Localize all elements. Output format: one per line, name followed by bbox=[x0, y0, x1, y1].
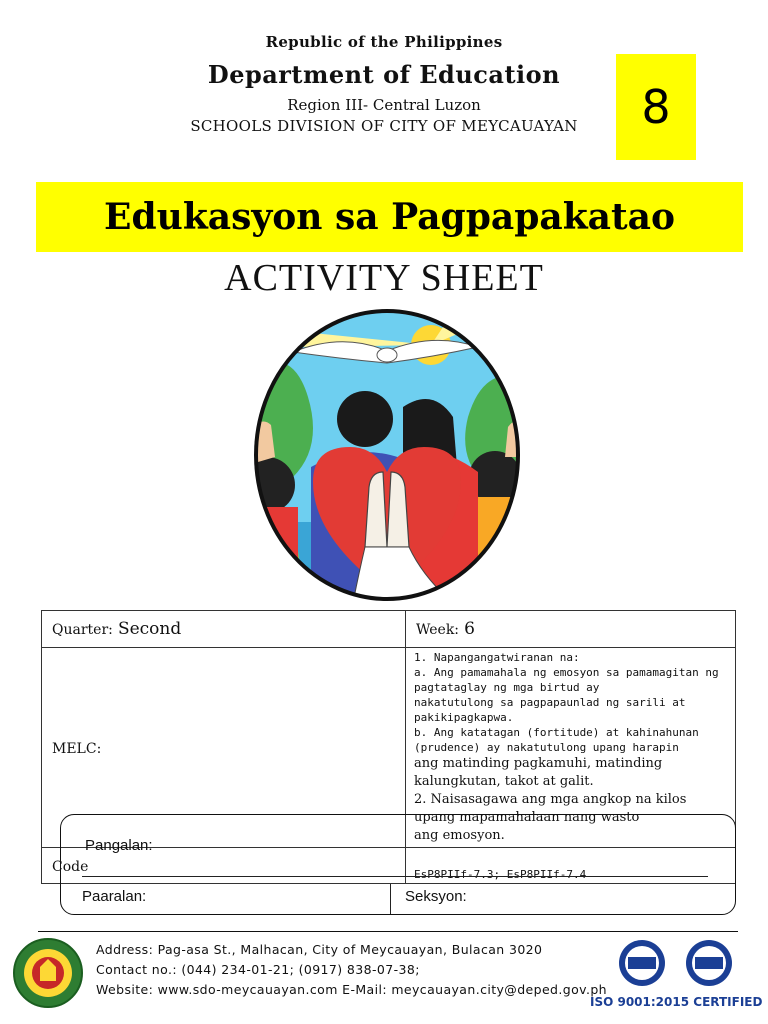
week-label: Week: bbox=[416, 622, 460, 638]
footer-divider bbox=[38, 931, 738, 932]
footer-contact: Contact no.: (044) 234-01-21; (0917) 838-07-38; bbox=[96, 962, 420, 977]
melc-line: a. Ang pamamahala ng emosyon sa pamamagitan ng pagtataglay ng mga birtud ay bbox=[414, 666, 719, 694]
region-text: Region III- Central Luzon bbox=[287, 96, 481, 114]
week-value: 6 bbox=[464, 619, 475, 639]
republic-heading: Republic of the Philippines bbox=[265, 33, 503, 51]
melc-line: b. Ang katatagan (fortitude) at kahinahunan (prudence) ay nakatutulong upang harapin bbox=[414, 726, 699, 754]
section-label: Seksyon: bbox=[405, 888, 467, 905]
quarter-label: Quarter: bbox=[52, 622, 113, 638]
quarter-cell bbox=[42, 611, 406, 648]
subject-title: Edukasyon sa Pagpapakatao bbox=[104, 196, 675, 238]
esp-logo-illustration bbox=[253, 307, 521, 603]
melc-line: ang emosyon. bbox=[414, 828, 505, 843]
footer-address: Address: Pag-asa St., Malhacan, City of Meycauayan, Bulacan 3020 bbox=[96, 942, 543, 957]
activity-sheet-title: ACTIVITY SHEET bbox=[224, 257, 544, 299]
code-label: Code bbox=[52, 859, 89, 875]
melc-label: MELC: bbox=[52, 741, 102, 757]
quarter-value: Second bbox=[117, 619, 182, 639]
subject-banner bbox=[36, 182, 743, 252]
melc-line: 1. Napangangatwiranan na: bbox=[414, 651, 580, 664]
school-label: Paaralan: bbox=[82, 888, 147, 905]
name-label: Pangalan: bbox=[85, 837, 153, 854]
student-info-box bbox=[60, 814, 736, 915]
melc-line: ang matinding pagkamuhi, matinding kalungkutan, takot at galit. bbox=[414, 756, 663, 789]
field-divider bbox=[390, 884, 391, 914]
tuv-certification-icon bbox=[614, 938, 670, 988]
name-line bbox=[82, 876, 708, 877]
iso-certified-label: ISO 9001:2015 CERTIFIED bbox=[590, 995, 763, 1009]
division-text: SCHOOLS DIVISION OF CITY OF MEYCAUAYAN bbox=[190, 117, 578, 135]
melc-line: 2. Naisasagawa ang mga angkop na kilos upang mapamahalaan nang wasto bbox=[414, 792, 687, 825]
department-heading: Department of Education bbox=[207, 60, 561, 89]
week-cell bbox=[406, 611, 736, 648]
division-seal-icon bbox=[12, 937, 84, 1009]
iqnet-certification-icon bbox=[683, 938, 735, 988]
code-value: EsP8PIIf-7.3; EsP8PIIf-7.4 bbox=[406, 848, 736, 884]
grade-badge: 8 bbox=[616, 54, 696, 160]
footer-website[interactable]: Website: www.sdo-meycauayan.com E-Mail: meycauayan.city@deped.gov.ph bbox=[96, 982, 608, 997]
melc-line: nakatutulong sa pagpapaunlad ng sarili at pakikipagkapwa. bbox=[414, 696, 686, 724]
